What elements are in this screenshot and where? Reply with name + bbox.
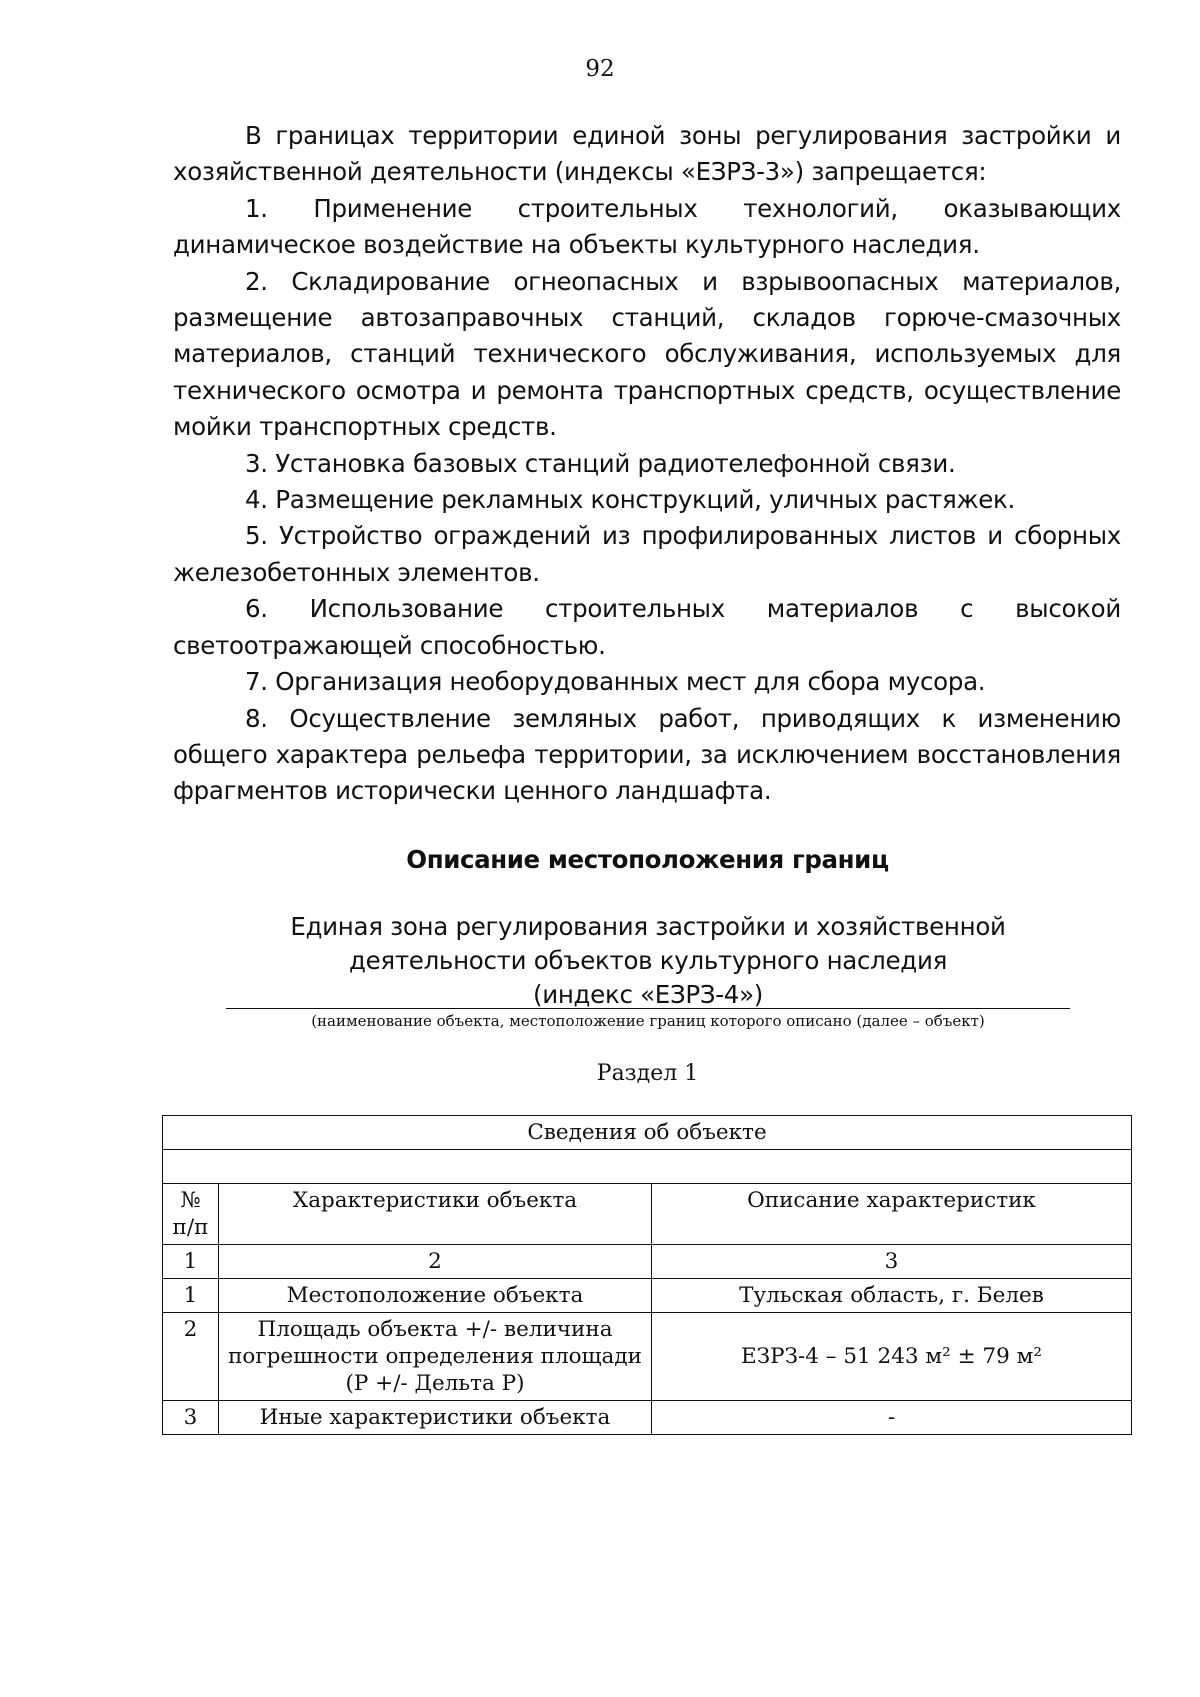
section-label: Раздел 1 — [596, 1061, 699, 1086]
row-num: 3 — [163, 1401, 219, 1435]
table-empty-cell — [163, 1150, 1132, 1184]
table-row — [163, 1279, 1132, 1313]
table-title-row — [163, 1116, 1132, 1150]
list-item: 4. Размещение рекламных конструкций, уличных растяжек. — [245, 485, 1015, 515]
header-description: Описание характеристик — [652, 1184, 1132, 1245]
list-item: 3. Установка базовых станций радиотелефонной связи. — [245, 448, 956, 478]
column-number-row — [163, 1245, 1132, 1279]
object-info-table — [162, 1115, 1132, 1435]
row-characteristic: Местоположение объекта — [219, 1279, 652, 1313]
column-number: 2 — [219, 1245, 652, 1279]
page-number: 92 — [585, 56, 615, 82]
header-characteristic: Характеристики объекта — [219, 1184, 652, 1245]
object-title-line: (индекс «ЕЗРЗ-4») — [532, 980, 764, 1009]
row-description: Тульская область, г. Белев — [652, 1279, 1132, 1313]
table-title: Сведения об объекте — [163, 1116, 1132, 1150]
list-item: 7. Организация необорудованных мест для сбора мусора. — [245, 667, 986, 697]
table-row — [163, 1401, 1132, 1435]
list-item: 6. Использование строительных материалов с высокой светоотражающей способностью. — [173, 594, 1121, 660]
list-item: 2. Складирование огнеопасных и взрывоопасных материалов, размещение автозаправочных станций, складов горюче-смазочных материалов, станций технического обслуживания, используемых для технического осмотра и ремонта транспортных средств, осуществление мойки транспортных средств. — [173, 266, 1121, 442]
row-characteristic: Иные характеристики объекта — [219, 1401, 652, 1435]
intro-paragraph: В границах территории единой зоны регулирования застройки и хозяйственной деятельности (индексы «ЕЗРЗ-3») запрещается: — [173, 121, 1121, 187]
table-empty-row — [163, 1150, 1132, 1184]
header-num: № п/п — [163, 1184, 219, 1245]
list-item: 5. Устройство ограждений из профилированных листов и сборных железобетонных элементов. — [173, 521, 1121, 587]
row-description: - — [652, 1401, 1132, 1435]
body-text — [173, 118, 1121, 810]
section-heading: Описание местоположения границ — [406, 845, 889, 874]
table-header-row — [163, 1184, 1132, 1245]
object-title — [226, 910, 1070, 1012]
object-title-line: Единая зона регулирования застройки и хозяйственной — [290, 912, 1006, 941]
row-num: 1 — [163, 1279, 219, 1313]
title-underline — [226, 1008, 1070, 1009]
list-item: 8. Осуществление земляных работ, приводящих к изменению общего характера рельефа территории, за исключением восстановления фрагментов исторически ценного ландшафта. — [173, 703, 1121, 806]
table-row — [163, 1313, 1132, 1401]
row-characteristic: Площадь объекта +/- величина погрешности определения площади (Р +/- Дельта Р) — [219, 1313, 652, 1401]
row-num: 2 — [163, 1313, 219, 1401]
column-number: 3 — [652, 1245, 1132, 1279]
list-item: 1. Применение строительных технологий, оказывающих динамическое воздействие на объекты культурного наследия. — [173, 193, 1121, 260]
object-title-line: деятельности объектов культурного наследия — [348, 946, 948, 975]
column-number: 1 — [163, 1245, 219, 1279]
object-caption: (наименование объекта, местоположение границ которого описано (далее – объект) — [311, 1012, 985, 1030]
row-description: ЕЗРЗ-4 – 51 243 м² ± 79 м² — [652, 1313, 1132, 1401]
